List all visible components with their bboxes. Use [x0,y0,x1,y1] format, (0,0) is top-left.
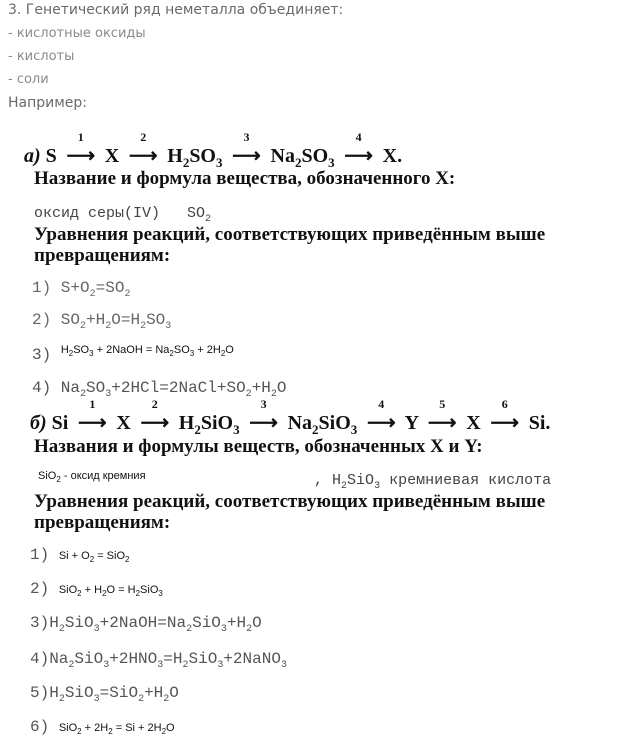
answer-y: , $H_2SiO_3$ кремниевая кислота [314,472,552,492]
species: $H_2SO_3$ [167,145,223,170]
question: Уравнения реакций, соответствующих приведённым выше [34,491,546,512]
question: превращениям: [34,512,171,533]
arrow: 2 ⟶ [128,130,158,167]
equation: $5)H_2SiO_3=SiO_2+H_2O$ [30,684,179,706]
species: $Na_2SiO_3$ [287,412,358,437]
question: Названия и формулы веществ, обозначенных X и Y: [34,436,483,457]
equation: 6) $SiO_2 + 2H_2 = Si + 2H_2O$ [30,718,175,737]
question: Название и формула вещества, обозначенного X: [34,168,456,189]
species: $Na_2SO_3$ [270,145,335,170]
species: Si. [528,412,551,434]
species: Si [51,412,69,434]
species: X. [382,145,403,167]
arrow: 1 ⟶ [77,397,107,434]
arrow: 4 ⟶ [344,130,373,167]
question: превращениям: [34,245,171,266]
part-label: а) [24,145,41,167]
equation: $4)Na_2SiO_3+2HNO_3=H_2SiO_3+2NaNO_3$ [30,650,287,672]
section-title: 3. Генетический ряд неметалла объединяет: [8,2,344,18]
question: Уравнения реакций, соответствующих приведённым выше [34,224,546,245]
answer-x: SiO$_2$ - оксид кремния [38,470,146,485]
equation: $3)H_2SiO_3+2NaOH=Na_2SiO_3+H_2O$ [30,614,262,636]
equation: 4) $Na_2SO_3+2HCl=2NaCl+SO_2+H_2O$ [32,379,287,401]
arrow: 4 ⟶ [366,397,396,434]
arrow: 3 ⟶ [232,130,261,167]
arrow: 3 ⟶ [249,397,278,434]
species: $H_2SiO_3$ [178,412,240,437]
list-item: - кислоты [8,49,75,64]
list-item: - соли [8,72,49,87]
scheme-a [24,130,403,171]
species: X [116,412,131,434]
species: S [45,145,57,167]
species: X [104,145,120,167]
answer: оксид серы(IV) $SO_2$ [34,205,212,225]
list-item: - кислотные оксиды [8,26,146,41]
part-label: б) [30,412,47,434]
arrow: 2 ⟶ [140,397,170,434]
scheme-b [30,397,551,438]
arrow: 5 ⟶ [427,397,457,434]
equation: 1) $S+O_2=SO_2$ [32,279,131,301]
equation: 2) $SO_2+H_2O=H_2SO_3$ [32,311,172,333]
equation: 2) $SiO_2 + H_2O = H_2SiO_3$ [30,580,163,599]
species: X [466,412,481,434]
example-label: Например: [8,95,88,111]
species: Y [404,412,419,434]
equation: 1) $Si + O_2 = SiO_2$ [30,546,130,565]
arrow: 6 ⟶ [490,397,520,434]
arrow: 1 ⟶ [66,130,96,167]
equation: 3) $^{H_2SO_3 + 2NaOH = Na_2SO_3 + 2H_2O}$ [32,344,234,364]
